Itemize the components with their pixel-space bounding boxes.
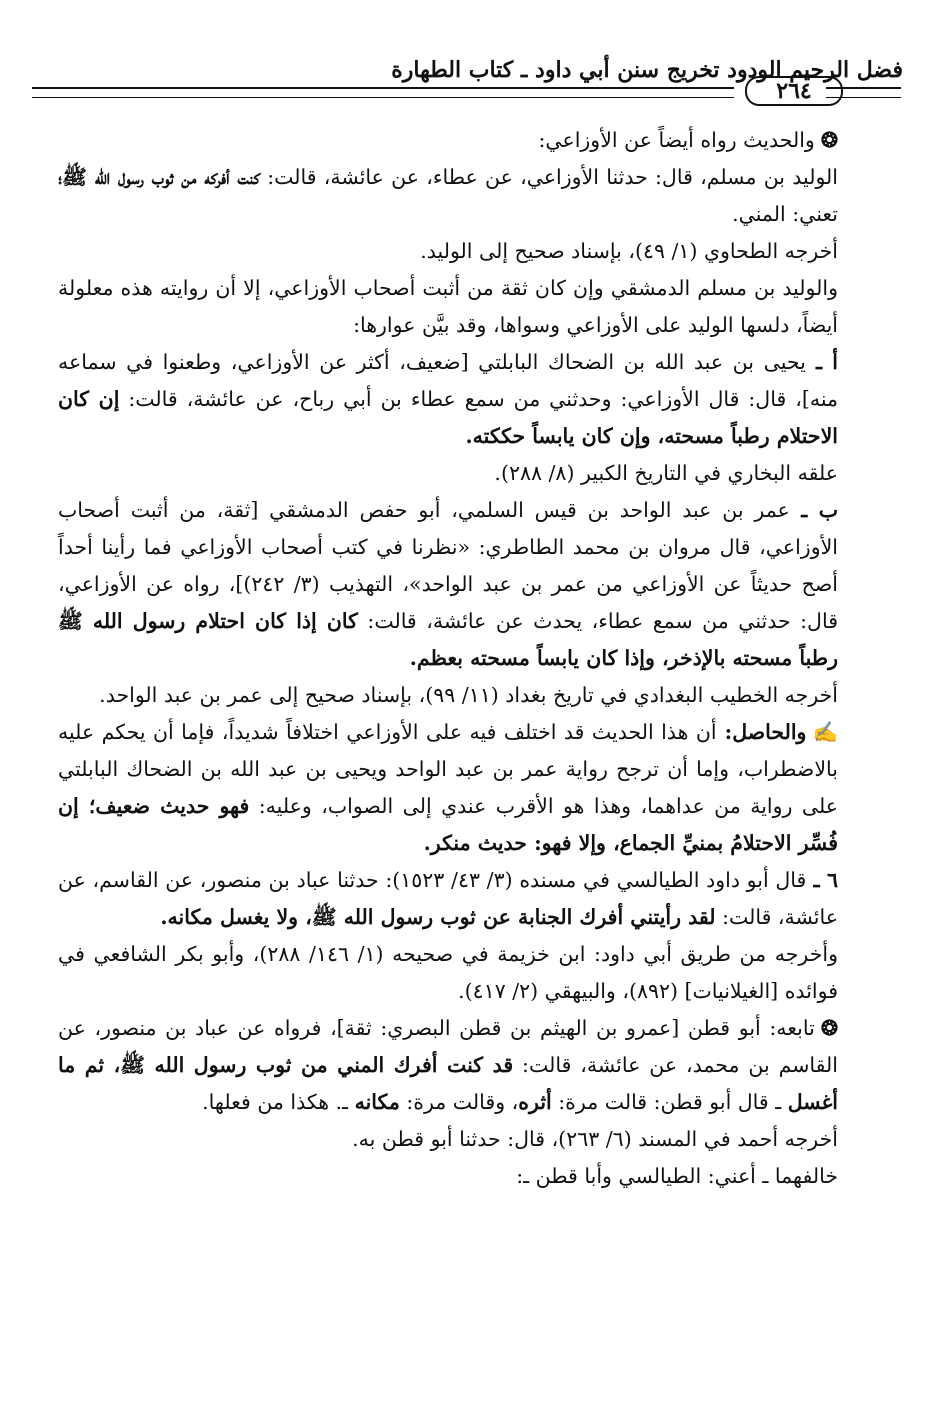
paragraph-marker-icon: ❂ <box>820 1016 838 1040</box>
header-rule-left <box>32 87 734 98</box>
text-run: تابعه: أبو قطن [عمرو بن الهيثم بن قطن البصري: ثقة]، فرواه عن عباد بن منصور، عن القاسم بن محمد، عن عائشة، قالت: <box>58 1016 838 1077</box>
text-run: ـ قال أبو قطن: قالت مرة: <box>551 1090 788 1114</box>
text-run: أن هذا الحديث قد اختلف فيه على الأوزاعي اختلافاً شديداً، فإما أن يحكم عليه بالاضطراب، وإما أن ترجح رواية عمر بن عبد الواحد ويحيى بن عبد الله بن الضحاك البابلتي على رواية من عداهما، وهذا هو الأقرب عندي إلى الصواب، وعليه: <box>58 720 838 818</box>
paragraph <box>58 233 864 270</box>
paragraph <box>58 122 864 159</box>
paragraph <box>58 270 864 344</box>
text-run: وأخرجه من طريق أبي داود: ابن خزيمة في صحيحه (١/ ١٤٦/ ٢٨٨)، وأبو بكر الشافعي في فوائده [الغيلانيات] (٨٩٢)، والبيهقي (٢/ ٤١٧). <box>58 942 838 1003</box>
paragraph <box>58 936 864 1010</box>
bold-text: ب ـ <box>789 498 838 522</box>
text-run: والحديث رواه أيضاً عن الأوزاعي: <box>538 128 815 152</box>
paragraph <box>58 1121 864 1158</box>
text-run: قال أبو داود الطيالسي في مسنده (٣/ ٤٣/ ١٥٢٣): حدثنا عباد بن منصور، عن القاسم، عن عائشة، قالت: <box>58 868 838 929</box>
text-run: عمر بن عبد الواحد بن قيس السلمي، أبو حفص الدمشقي [ثقة، من أثبت أصحاب الأوزاعي، قال مروان بن محمد الطاطري: «نظرنا في كتب أصحاب الأوزاعي فما رأينا أحداً أصح حديثاً عن الأوزاعي من عمر بن عبد الواحد»، التهذيب (٣/ ٢٤٢)]، رواه عن الأوزاعي، قال: حدثني من سمع عطاء، يحدث عن عائشة، قالت: <box>58 498 838 633</box>
paragraph <box>58 714 864 862</box>
page-number-badge <box>735 72 853 110</box>
text-run: خالفهما ـ أعني: الطيالسي وأبا قطن ـ: <box>516 1164 838 1188</box>
text-run: أخرجه الخطيب البغدادي في تاريخ بغداد (١١/ ٩٩)، بإسناد صحيح إلى عمر بن عبد الواحد. <box>99 683 838 707</box>
text-run: أخرجه أحمد في المسند (٦/ ٢٦٣)، قال: حدثنا أبو قطن به. <box>352 1127 838 1151</box>
text-run: الوليد بن مسلم، قال: حدثنا الأوزاعي، عن عطاء، عن عائشة، قالت: <box>259 165 838 189</box>
paragraph <box>58 1158 864 1195</box>
bold-text: أ ـ <box>805 350 838 374</box>
bold-text: كنت أفركه من ثوب رسول الله ﷺ؛ <box>58 165 260 189</box>
bold-text: والحاصل: <box>716 720 807 744</box>
paragraph-marker-icon: ✍ <box>812 720 838 744</box>
bold-text: لقد رأيتني أفرك الجنابة عن ثوب رسول الله ﷺ، ولا يغسل مكانه. <box>160 905 716 929</box>
text-run: يحيى بن عبد الله بن الضحاك البابلتي [ضعيف، أكثر عن الأوزاعي، وطعنوا في سماعه منه]، قال: قال الأوزاعي: وحدثني من سمع عطاء بن أبي رباح، عن عائشة، قالت: <box>58 350 838 411</box>
running-header-title: فضل الرحيم الودود تخريج سنن أبي داود ـ كتاب الطهارة <box>391 57 903 83</box>
paragraph <box>58 1010 864 1121</box>
bold-text: إن كان الاحتلام رطباً مسحته، وإن كان يابساً حككته. <box>58 387 838 448</box>
body-text <box>58 122 864 1195</box>
text-run: تعني: المني. <box>732 202 838 226</box>
paragraph <box>58 862 864 936</box>
paragraph <box>58 455 864 492</box>
bold-text: قد كنت أفرك المني من ثوب رسول الله ﷺ، ثم ما أغسل <box>58 1053 838 1114</box>
text-run: والوليد بن مسلم الدمشقي وإن كان ثقة من أثبت أصحاب الأوزاعي، إلا أن روايته هذه معلولة أيضاً، دلسها الوليد على الأوزاعي وسواها، وقد بيَّن عوارها: <box>58 276 838 337</box>
paragraph-marker-icon: ❂ <box>820 128 838 152</box>
text-run: علقه البخاري في التاريخ الكبير (٨/ ٢٨٨). <box>494 461 838 485</box>
bold-text: كان إذا كان احتلام رسول الله ﷺ رطباً مسحته بالإذخر، وإذا كان يابساً مسحته بعظم. <box>58 609 838 670</box>
bold-text: مكانه <box>354 1090 400 1114</box>
text-run: ـ. هكذا من فعلها. <box>202 1090 355 1114</box>
bold-text: أثره <box>518 1090 552 1114</box>
bold-text: فهو حديث ضعيف؛ إن فُسِّر الاحتلامُ بمنيِّ الجماع، وإلا فهو: حديث منكر. <box>58 794 838 855</box>
paragraph <box>58 159 864 233</box>
paragraph <box>58 492 864 677</box>
text-run: ، وقالت مرة: <box>399 1090 519 1114</box>
paragraph <box>58 677 864 714</box>
text-run: أخرجه الطحاوي (١/ ٤٩)، بإسناد صحيح إلى الوليد. <box>420 239 838 263</box>
bold-text: ٦ ـ <box>806 868 838 892</box>
paragraph <box>58 344 864 455</box>
page-number: ٢٦٤ <box>776 78 812 104</box>
